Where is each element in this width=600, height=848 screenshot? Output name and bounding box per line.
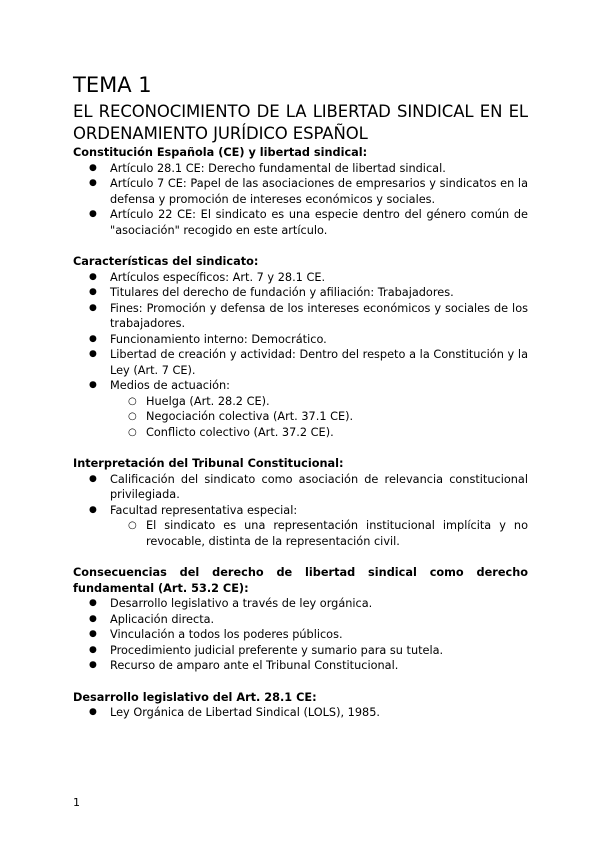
list-item: ● Titulares del derecho de fundación y afiliación: Trabajadores. [73,285,528,301]
section-interpretacion-tc [73,456,528,549]
sub-list-item: ○ Negociación colectiva (Art. 37.1 CE). [110,409,528,425]
section-heading: Interpretación del Tribunal Constitucional: [73,457,344,470]
list-item: ● Ley Orgánica de Libertad Sindical (LOLS), 1985. [73,705,528,721]
sub-list-item: ○ Huelga (Art. 28.2 CE). [110,394,528,410]
section-heading: Características del sindicato: [73,255,259,268]
sub-list-item: ○ Conflicto colectivo (Art. 37.2 CE). [110,425,528,441]
section-caracteristicas [73,254,528,440]
document-page [73,72,528,721]
list-item: ● Facultad representativa especial: [73,503,528,519]
list-item: ● Fines: Promoción y defensa de los intereses económicos y sociales de los trabajadores. [73,301,528,332]
list-item: ● Libertad de creación y actividad: Dentro del respeto a la Constitución y la Ley (Art. 7 CE). [73,347,528,378]
sub-list-item: ○ El sindicato es una representación institucional implícita y no revocable, distinta de la representación civil. [110,518,528,549]
page-subtitle: EL RECONOCIMIENTO DE LA LIBERTAD SINDICAL EN EL ORDENAMIENTO JURÍDICO ESPAÑOL [73,102,528,143]
section-heading: Desarrollo legislativo del Art. 28.1 CE: [73,690,317,704]
section-constitucion [73,145,528,238]
list-item: ● Procedimiento judicial preferente y sumario para su tutela. [73,643,528,659]
page-title: TEMA 1 [73,73,152,97]
list-item: ● Artículo 28.1 CE: Derecho fundamental de libertad sindical. [73,161,528,177]
list-item: ● Medios de actuación: [73,378,528,394]
list-item: ● Aplicación directa. [73,612,528,628]
list-item: ● Artículo 7 CE: Papel de las asociaciones de empresarios y sindicatos en la defensa y promoción de intereses económicos y sociales. [73,176,528,207]
list-item: ● Vinculación a todos los poderes públicos. [73,627,528,643]
section-consecuencias [73,565,528,674]
page-number: 1 [73,796,80,809]
list-item: ● Recurso de amparo ante el Tribunal Constitucional. [73,658,528,674]
list-item: ● Desarrollo legislativo a través de ley orgánica. [73,596,528,612]
section-heading: Consecuencias del derecho de libertad sindical como derecho fundamental (Art. 53.2 CE): [73,566,528,595]
section-heading: Constitución Española (CE) y libertad sindical: [73,146,368,159]
list-item: ● Calificación del sindicato como asociación de relevancia constitucional privilegiada. [73,472,528,503]
list-item: ● Funcionamiento interno: Democrático. [73,332,528,348]
list-item: ● Artículos específicos: Art. 7 y 28.1 CE. [73,270,528,286]
list-item: ● Artículo 22 CE: El sindicato es una especie dentro del género común de "asociación" recogido en este artículo. [73,207,528,238]
section-desarrollo-legislativo [73,690,528,721]
